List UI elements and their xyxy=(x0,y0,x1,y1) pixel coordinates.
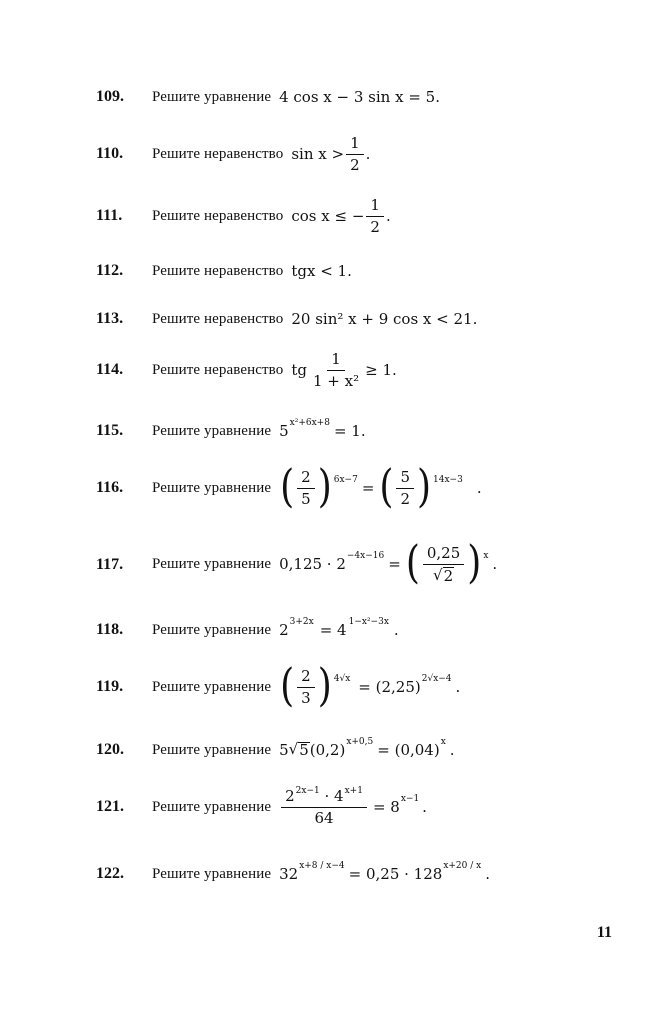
fraction xyxy=(366,197,384,235)
problem-expression xyxy=(279,660,461,712)
fraction-denominator: 2 xyxy=(350,155,360,174)
problem-expression xyxy=(279,537,498,590)
problem-instruction: Решите неравенство xyxy=(152,207,284,224)
problem-expression xyxy=(291,197,390,235)
problem-number: 117. xyxy=(96,555,124,573)
numerator-exponent-1: 2x−1 xyxy=(295,786,320,796)
problem-instruction: Решите уравнение xyxy=(152,621,272,638)
expression-end: . xyxy=(385,206,391,225)
fraction-numerator: 2 xyxy=(297,668,315,688)
problem-instruction: Решите неравенство xyxy=(152,310,284,327)
right-exponent: 14x−3 xyxy=(433,474,463,485)
problem-expression xyxy=(279,616,399,639)
right-paren: ) xyxy=(317,660,332,712)
rhs-exponent: 2√x−4 xyxy=(421,673,452,684)
radical-icon: √ xyxy=(433,565,443,584)
fraction xyxy=(423,545,464,584)
fraction-numerator: 1 xyxy=(366,197,384,217)
problem-expression xyxy=(279,860,490,883)
problem-instruction: Решите уравнение xyxy=(152,88,272,105)
problem-122 xyxy=(96,860,490,883)
problem-expression xyxy=(291,351,396,389)
problem-instruction: Решите неравенство xyxy=(152,145,284,162)
problem-110 xyxy=(96,135,370,173)
expression-end: . xyxy=(492,555,498,573)
expression-end: . xyxy=(449,740,455,759)
problem-114 xyxy=(96,351,397,389)
problem-expression: 4 cos x − 3 sin x = 5. xyxy=(279,87,440,106)
problem-number: 112. xyxy=(96,262,124,279)
equals-sign: = xyxy=(388,555,401,573)
right-paren: ) xyxy=(317,461,332,513)
lhs-exponent: 4√x xyxy=(333,673,351,684)
fraction-denominator: 2 xyxy=(370,217,380,236)
problem-instruction: Решите уравнение xyxy=(152,678,272,695)
problem-expression: tgx < 1. xyxy=(291,261,352,280)
radical-icon: √ xyxy=(288,740,299,758)
right-fraction xyxy=(396,469,414,507)
left-exponent: 6x−7 xyxy=(333,474,358,485)
rhs-exponent: x xyxy=(483,551,489,561)
right-denominator: 2 xyxy=(400,489,410,508)
problem-119 xyxy=(96,660,461,712)
problem-111 xyxy=(96,197,391,235)
problem-instruction: Решите уравнение xyxy=(152,741,272,758)
expression-end: . xyxy=(422,797,427,816)
lhs-base: 2 xyxy=(279,620,289,639)
problem-instruction: Решите уравнение xyxy=(152,798,272,815)
left-paren: ( xyxy=(405,537,420,590)
equals-sign: = xyxy=(361,478,375,497)
fraction-numerator: 1 xyxy=(327,351,345,371)
problem-expression: 20 sin² x + 9 cos x < 21. xyxy=(291,309,478,328)
numerator-base-2: · 4 xyxy=(324,787,344,805)
numerator-exponent-2: x+1 xyxy=(344,786,363,796)
problem-expression xyxy=(291,135,370,173)
problem-instruction: Решите неравенство xyxy=(152,361,284,378)
expression-end: . xyxy=(365,144,371,163)
lhs-exponent: 3+2x xyxy=(289,616,314,627)
problem-number: 115. xyxy=(96,422,124,439)
problem-number: 116. xyxy=(96,479,124,496)
equals-expression: = 0,25 · 128 xyxy=(348,864,443,883)
fraction xyxy=(297,668,315,706)
rhs-exponent: 1−x²−3x xyxy=(348,616,389,627)
left-paren: ( xyxy=(280,660,295,712)
problem-120 xyxy=(96,736,455,759)
problem-number: 118. xyxy=(96,621,124,638)
lhs-exponent: x+8 / x−4 xyxy=(299,860,345,871)
fraction-numerator xyxy=(281,788,367,808)
problem-112 xyxy=(96,263,352,279)
left-paren: ( xyxy=(379,461,394,513)
problem-expression xyxy=(279,736,455,759)
equals-expression: = 8 xyxy=(372,797,400,816)
problem-expression xyxy=(279,788,427,826)
equals-expression: = 4 xyxy=(319,620,347,639)
expression-end: . xyxy=(476,478,482,497)
exponent: x²+6x+8 xyxy=(289,417,330,428)
fraction xyxy=(309,351,363,389)
problem-number: 122. xyxy=(96,865,124,882)
fraction-denominator: 64 xyxy=(314,808,334,827)
problem-number: 109. xyxy=(96,88,124,105)
problem-116 xyxy=(96,461,482,513)
problem-113 xyxy=(96,311,477,327)
expression-left: tg xyxy=(291,360,307,379)
equals-expression: = (0,04) xyxy=(377,740,440,759)
problem-instruction: Решите уравнение xyxy=(152,865,272,882)
problem-121 xyxy=(96,788,427,826)
expression-left: sin x > xyxy=(291,144,345,163)
problem-number: 113. xyxy=(96,310,124,327)
rhs-exponent: x+20 / x xyxy=(443,860,482,871)
problem-instruction: Решите неравенство xyxy=(152,262,284,279)
problem-number: 111. xyxy=(96,207,123,224)
problem-expression xyxy=(279,461,482,513)
sqrt xyxy=(433,567,454,585)
problem-115 xyxy=(96,417,366,440)
left-fraction xyxy=(297,469,315,507)
fraction-denominator: 1 + x² xyxy=(313,371,360,390)
problem-117 xyxy=(96,537,498,590)
right-paren: ) xyxy=(467,537,482,590)
problem-number: 121. xyxy=(96,798,124,816)
lhs-exponent: −4x−16 xyxy=(346,551,385,561)
lhs-base: 32 xyxy=(279,864,299,883)
problem-118 xyxy=(96,616,399,639)
problem-expression xyxy=(279,417,366,440)
fraction-numerator: 1 xyxy=(346,135,364,155)
page-number: 11 xyxy=(596,924,612,941)
expression-end: ≥ 1. xyxy=(365,360,397,379)
expression-end: . xyxy=(393,620,399,639)
problem-number: 110. xyxy=(96,145,124,162)
problem-instruction: Решите уравнение xyxy=(152,556,272,572)
sqrt xyxy=(289,742,310,758)
fraction xyxy=(346,135,364,173)
left-numerator: 2 xyxy=(297,469,315,489)
radicand: 2 xyxy=(443,566,454,585)
problem-number: 114. xyxy=(96,361,124,378)
rhs-exponent: x−1 xyxy=(400,793,420,804)
expression-left: cos x ≤ − xyxy=(291,206,365,225)
lhs-exponent: x+0,5 xyxy=(346,736,374,747)
problem-number: 120. xyxy=(96,741,124,758)
numerator-base-1: 2 xyxy=(285,787,295,805)
problem-instruction: Решите уравнение xyxy=(152,479,272,496)
radicand: 5 xyxy=(299,741,309,759)
left-paren: ( xyxy=(280,461,295,513)
problem-109 xyxy=(96,89,440,105)
expression-end: = 1. xyxy=(333,421,366,440)
equals-expression: = (2,25) xyxy=(358,677,421,696)
expression-end: . xyxy=(485,864,490,883)
problem-number: 119. xyxy=(96,678,124,695)
base: 5 xyxy=(279,421,289,440)
problem-instruction: Решите уравнение xyxy=(152,422,272,439)
coefficient: 5 xyxy=(279,740,289,759)
lhs-base: 0,125 · 2 xyxy=(279,555,346,573)
fraction-denominator: 3 xyxy=(301,688,311,707)
fraction xyxy=(281,788,367,826)
right-numerator: 5 xyxy=(396,469,414,489)
rhs-exponent: x xyxy=(440,736,446,747)
left-denominator: 5 xyxy=(301,489,311,508)
fraction-denominator xyxy=(429,565,458,585)
fraction-numerator: 0,25 xyxy=(423,545,464,565)
lhs-base: (0,2) xyxy=(309,740,346,759)
right-paren: ) xyxy=(416,461,432,513)
expression-end: . xyxy=(455,677,461,696)
